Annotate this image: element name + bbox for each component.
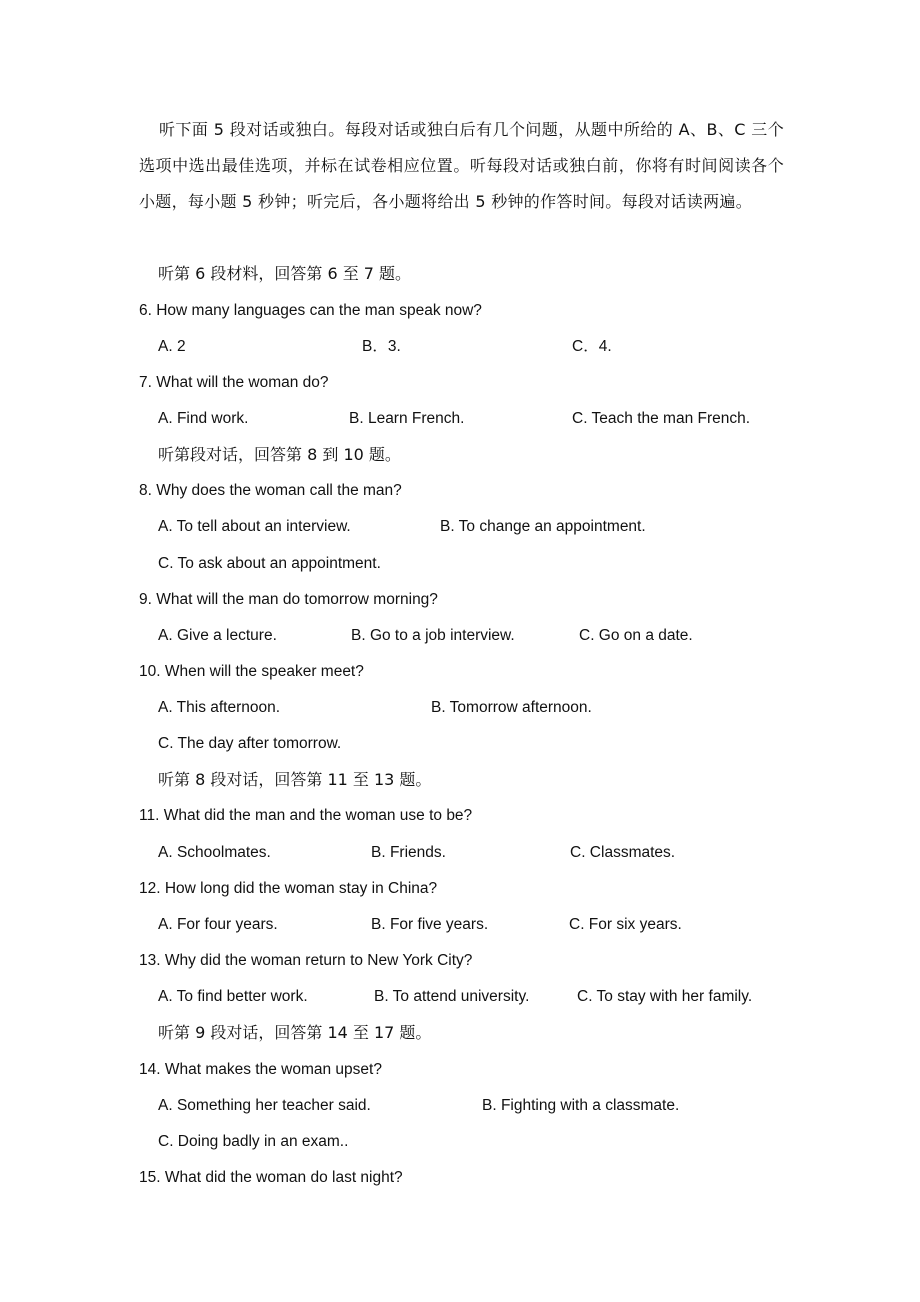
instructions-paragraph: 听下面 5 段对话或独白。每段对话或独白后有几个问题，从题中所给的 A、B、C 三个选项中选出最佳选项，并标在试卷相应位置。听每段对话或独白前，你将有时间阅读各个小题，每小题 5 秒钟；听完后，各小题将给出 5 秒钟的作答时间。每段对话读两遍。: [139, 120, 784, 212]
options-row: [0, 515, 920, 539]
question: 14. What makes the woman upset?: [139, 1061, 382, 1078]
option-c: C. Go on a date.: [579, 627, 693, 644]
question: 13. Why did the woman return to New York City?: [139, 952, 473, 969]
option-c: C. To stay with her family.: [577, 988, 753, 1005]
question: 12. How long did the woman stay in China?: [139, 880, 438, 897]
question: 10. When will the speaker meet?: [139, 663, 364, 680]
section-heading: 听第 6 段材料，回答第 6 至 7 题。: [158, 264, 412, 283]
option-c: C．4.: [572, 338, 612, 355]
section-heading: 听第段对话，回答第 8 到 10 题。: [158, 445, 401, 464]
options-row: [0, 1094, 920, 1118]
options-row: [0, 407, 920, 431]
question: 7. What will the woman do?: [139, 374, 329, 391]
option-c: C. The day after tomorrow.: [158, 735, 342, 752]
section-heading: 听第 9 段对话，回答第 14 至 17 题。: [158, 1023, 432, 1042]
option-b: B．3.: [362, 338, 401, 355]
option-a: A. Schoolmates.: [158, 844, 271, 861]
options-row: [0, 696, 920, 720]
option-b: B. Go to a job interview.: [351, 627, 515, 644]
option-a: A. This afternoon.: [158, 699, 281, 716]
option-a: A. Find work.: [158, 410, 249, 427]
options-row: [0, 913, 920, 937]
options-row: [0, 335, 920, 359]
option-a: A. To find better work.: [158, 988, 308, 1005]
question: 11. What did the man and the woman use to be?: [139, 807, 473, 824]
option-a: A. For four years.: [158, 916, 278, 933]
option-c: C. To ask about an appointment.: [158, 555, 381, 572]
option-c: C. Doing badly in an exam..: [158, 1133, 349, 1150]
option-c: C. For six years.: [569, 916, 682, 933]
options-row: [0, 985, 920, 1009]
option-b: B. Friends.: [371, 844, 446, 861]
option-b: B. To change an appointment.: [440, 518, 646, 535]
option-a: A. 2: [158, 338, 186, 355]
option-b: B. Learn French.: [349, 410, 465, 427]
options-row: [0, 841, 920, 865]
question: 15. What did the woman do last night?: [139, 1169, 403, 1186]
question: 8. Why does the woman call the man?: [139, 482, 402, 499]
option-c: C. Teach the man French.: [572, 410, 751, 427]
question: 9. What will the man do tomorrow morning?: [139, 591, 438, 608]
option-b: B. Tomorrow afternoon.: [431, 699, 592, 716]
option-c: C. Classmates.: [570, 844, 676, 861]
option-b: B. For five years.: [371, 916, 489, 933]
option-b: B. Fighting with a classmate.: [482, 1097, 680, 1114]
section-heading: 听第 8 段对话，回答第 11 至 13 题。: [158, 770, 432, 789]
options-row: [0, 624, 920, 648]
option-a: A. To tell about an interview.: [158, 518, 351, 535]
option-a: A. Something her teacher said.: [158, 1097, 371, 1114]
question: 6. How many languages can the man speak now?: [139, 302, 482, 319]
option-b: B. To attend university.: [374, 988, 530, 1005]
option-a: A. Give a lecture.: [158, 627, 277, 644]
